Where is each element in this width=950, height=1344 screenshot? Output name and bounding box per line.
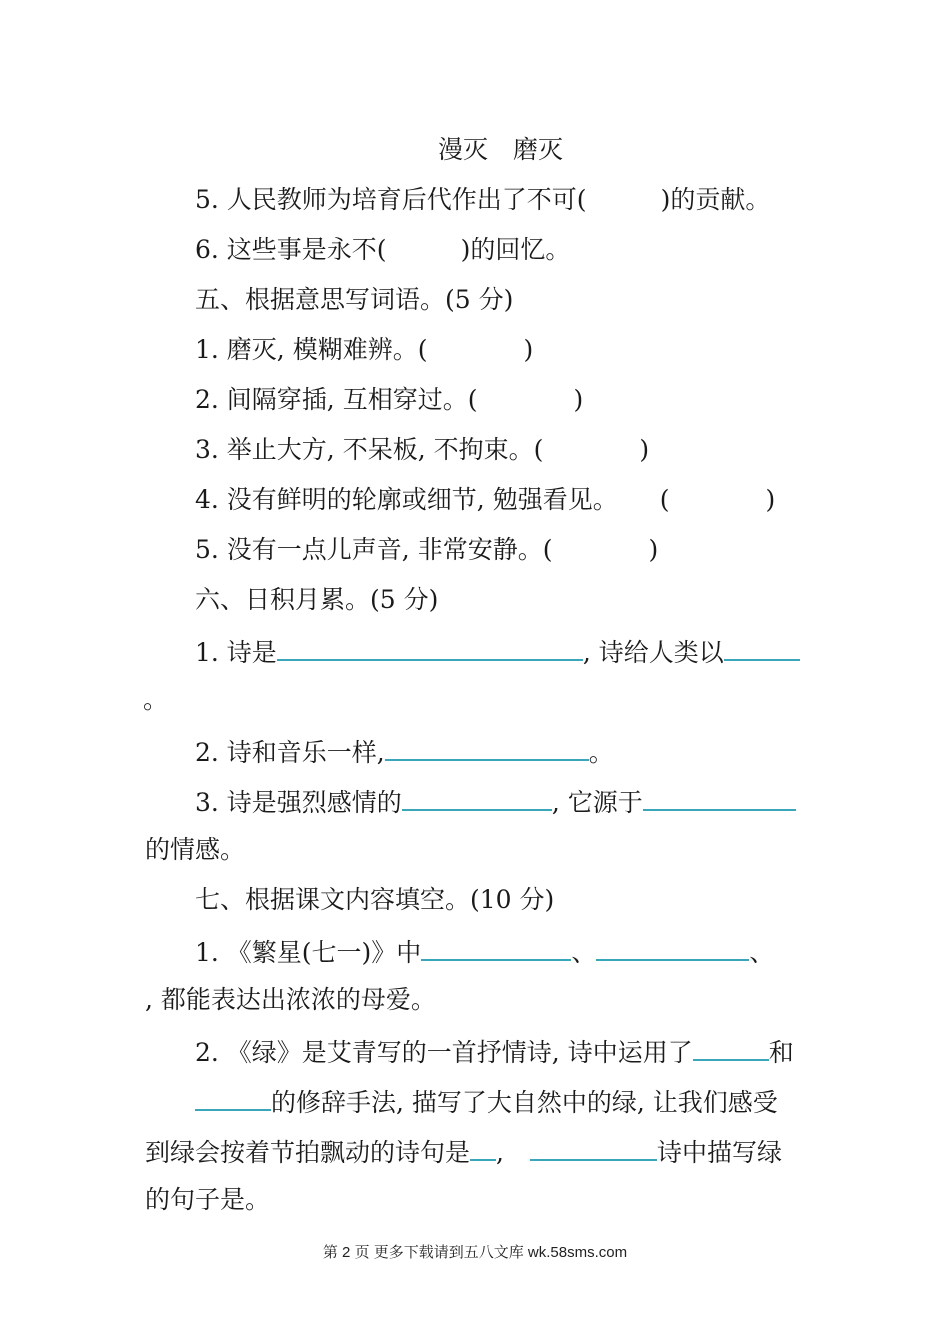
section-6-q3-end: 的情感。: [145, 835, 246, 864]
s5-item-close: ): [523, 335, 534, 364]
s5-item-text: 1. 磨灭, 模糊难辨。(: [195, 335, 428, 364]
s5-item-text: 2. 间隔穿插, 互相穿过。(: [195, 385, 478, 414]
section-5-item-3: [195, 433, 649, 467]
section-7-q1-end: , 都能表达出浓浓的母爱。: [145, 985, 436, 1014]
section-6-title: 六、日积月累。(5 分): [195, 585, 439, 614]
s7-q2-comma: ,: [496, 1138, 504, 1167]
s7-q2-start: 2. 《绿》是艾青写的一首抒情诗, 诗中运用了: [195, 1038, 693, 1067]
s5-item-close: ): [639, 435, 650, 464]
s6-q2-end: 。: [588, 738, 614, 767]
page-footer: 第 2 页 更多下载请到五八文库 wk.58sms.com: [322, 1244, 628, 1261]
s5-item-open: (: [659, 485, 670, 514]
q4-5-before: 5. 人民教师为培育后代作出了不可(: [195, 185, 587, 214]
top-words: 漫灭 磨灭: [438, 135, 564, 164]
section-6-q1: [195, 633, 800, 667]
s7-q1-start: 1. 《繁星(七一)》中: [195, 938, 422, 967]
answer-blank[interactable]: [724, 633, 800, 661]
section-5-item-4: [195, 483, 775, 517]
s5-item-close: ): [765, 485, 776, 514]
s5-item-text: 4. 没有鲜明的轮廓或细节, 勉强看见。: [195, 485, 618, 514]
q4-5-after: )的贡献。: [660, 185, 771, 214]
section-5-item-2: [195, 383, 583, 417]
section-7-title: 七、根据课文内容填空。(10 分): [195, 885, 555, 914]
section-6-q3: [195, 783, 796, 817]
answer-blank[interactable]: [385, 733, 589, 761]
s7-q2-cont3: 诗中描写绿: [656, 1138, 782, 1167]
answer-blank[interactable]: [421, 933, 571, 961]
s6-q1-mid: , 诗给人类以: [582, 638, 724, 667]
s7-q2-cont2: 到绿会按着节拍飘动的诗句是: [145, 1138, 471, 1167]
question-4-5: [195, 183, 770, 217]
s6-q3-mid: , 它源于: [551, 788, 643, 817]
section-7-q2-end: 的句子是。: [145, 1185, 271, 1214]
answer-blank[interactable]: [596, 933, 749, 961]
answer-blank[interactable]: [693, 1033, 769, 1061]
s5-item-text: 3. 举止大方, 不呆板, 不拘束。(: [195, 435, 544, 464]
s7-q1-sep: 、: [571, 938, 597, 967]
answer-blank[interactable]: [402, 783, 552, 811]
s7-q2-and: 和: [768, 1038, 794, 1067]
section-7-q2: [195, 1033, 794, 1067]
section-6-q1-end: 。: [143, 685, 169, 714]
s5-item-text: 5. 没有一点儿声音, 非常安静。(: [195, 535, 553, 564]
q4-6-after: )的回忆。: [460, 235, 571, 264]
s5-item-close: ): [648, 535, 659, 564]
answer-blank[interactable]: [470, 1133, 496, 1161]
s6-q3-start: 3. 诗是强烈感情的: [195, 788, 402, 817]
answer-blank[interactable]: [530, 1133, 657, 1161]
answer-blank[interactable]: [643, 783, 796, 811]
section-5-title: 五、根据意思写词语。(5 分): [195, 285, 514, 314]
s6-q1-start: 1. 诗是: [195, 638, 277, 667]
answer-blank[interactable]: [277, 633, 583, 661]
section-6-q2: [195, 733, 614, 767]
s7-q1-sep: 、: [749, 938, 775, 967]
section-7-q2-line2: [195, 1083, 778, 1117]
s7-q2-cont: 的修辞手法, 描写了大自然中的绿, 让我们感受: [271, 1088, 778, 1117]
question-4-6: [195, 233, 570, 267]
section-5-item-1: [195, 333, 533, 367]
answer-blank[interactable]: [195, 1083, 271, 1111]
section-7-q2-line3: [145, 1133, 782, 1167]
section-7-q1: [195, 933, 774, 967]
s5-item-close: ): [573, 385, 584, 414]
s6-q2-start: 2. 诗和音乐一样,: [195, 738, 385, 767]
section-5-item-5: [195, 533, 658, 567]
q4-6-before: 6. 这些事是永不(: [195, 235, 387, 264]
